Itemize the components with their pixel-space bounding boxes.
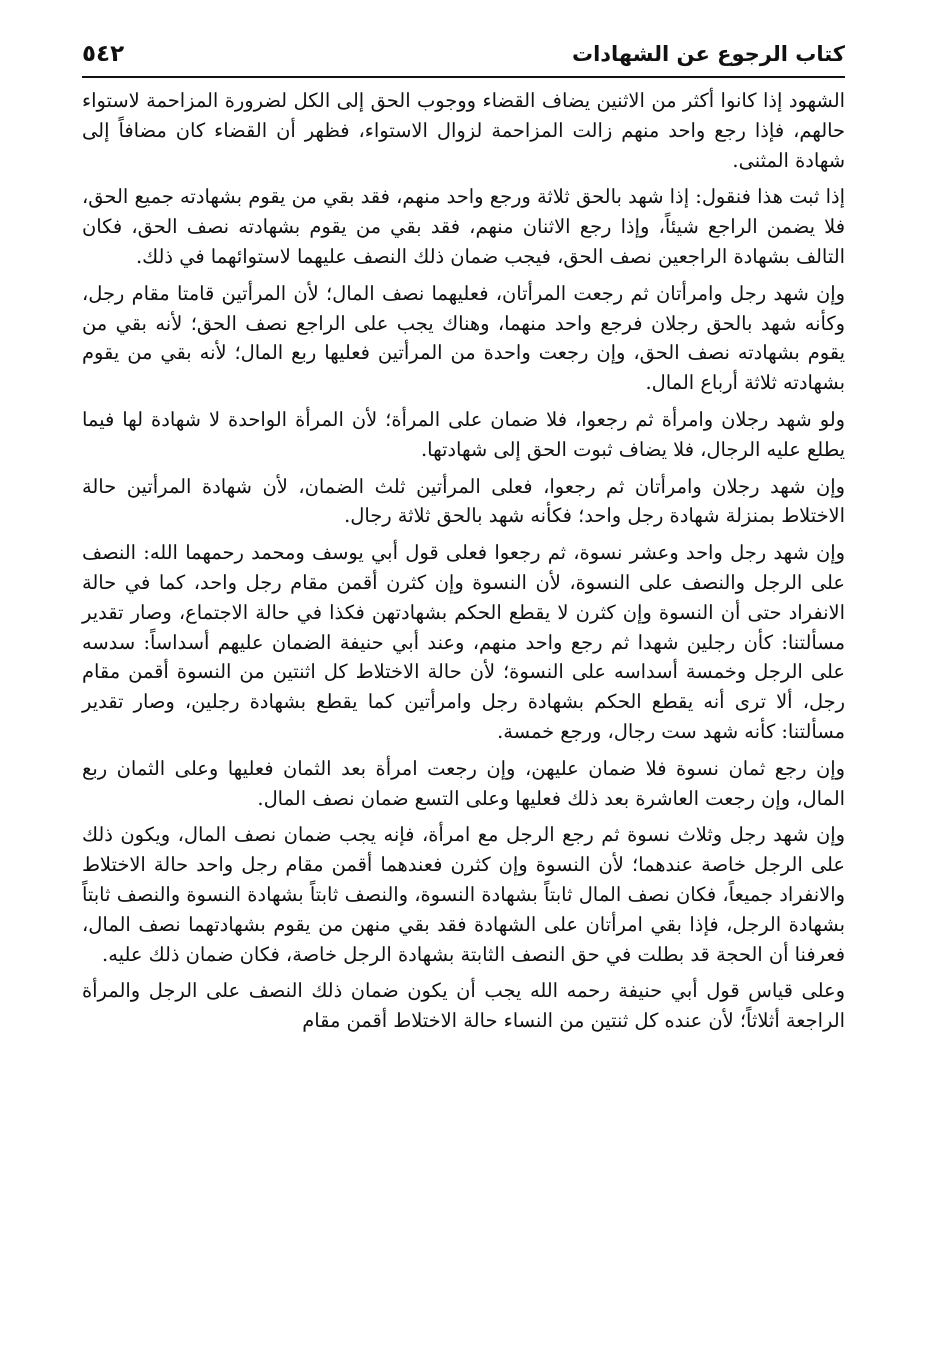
paragraph: وعلى قياس قول أبي حنيفة رحمه الله يجب أن يكون ضمان ذلك النصف على الرجل والمرأة الراجعة أثلاثاً؛ لأن عنده كل ثنتين من النساء حالة الاختلاط أقمن مقام <box>82 979 845 1033</box>
paragraph: ولو شهد رجلان وامرأة ثم رجعوا، فلا ضمان على المرأة؛ لأن المرأة الواحدة لا شهادة لها فيما يطلع عليه الرجال، فلا يضاف ثبوت الحق إلى شهادتها. <box>82 407 845 461</box>
paragraph: وإن شهد رجل واحد وعشر نسوة، ثم رجعوا فعلى قول أبي يوسف ومحمد رحمهما الله: النصف على الرجل والنصف على النسوة، لأن النسوة وإن كثرن أقمن مقام رجل واحد، كما في حالة الانفراد حتى أن النسوة وإن كثرن لا يقطع الحكم بشهادتهن فكذا في حالة الاجتماع، وصار تقدير مسألتنا: كأن رجلين شهدا ثم رجع واحد منهم، وعند أبي حنيفة الضمان عليهم أسداساً: سدسه على الرجل وخمسة أسداسه على النسوة؛ لأن حالة الاختلاط كل اثنتين من النسوة أقمن مقام رجل، ألا ترى أنه يقطع الحكم بشهادة رجل وامرأتين كما يقطع بشهادة رجلين، وصار تقدير مسألتنا: كأنه شهد ست رجال، ورجع خمسة. <box>82 541 845 743</box>
page-header <box>82 32 845 78</box>
body-text <box>82 86 845 1036</box>
page-number: ٥٤٢ <box>82 41 125 67</box>
paragraph: وإن رجع ثمان نسوة فلا ضمان عليهن، وإن رجعت امرأة بعد الثمان فعليها وعلى الثمان ربع المال، وإن رجعت العاشرة بعد ذلك فعليها وعلى التسع ضمان نصف المال. <box>82 756 845 810</box>
paragraph: وإن شهد رجلان وامرأتان ثم رجعوا، فعلى المرأتين ثلث الضمان، لأن شهادة المرأتين حالة الاختلاط بمنزلة شهادة رجل واحد؛ فكأنه شهد بالحق ثلاثة رجال. <box>82 474 845 528</box>
running-title: كتاب الرجوع عن الشهادات <box>571 42 845 66</box>
paragraph: وإن شهد رجل وثلاث نسوة ثم رجع الرجل مع امرأة، فإنه يجب ضمان نصف المال، ويكون ذلك على الرجل خاصة عندهما؛ لأن النسوة وإن كثرن فعندهما أقمن مقام رجل واحد حالة الاختلاط والانفراد جميعاً، فكان نصف المال ثابتاً بشهادة النسوة، والنصف ثابتاً بشهادة النسوة والنصف ثابتاً بشهادة الرجل، فإذا بقي امرأتان على الشهادة فقد بقي منهن من يقوم بشهادتهما نصف المال، فعرفنا أن الحجة قد بطلت في حق النصف الثابتة بشهادة الرجل خاصة، فكان ضمان ذلك عليه. <box>82 823 845 966</box>
paragraph: وإن شهد رجل وامرأتان ثم رجعت المرأتان، فعليهما نصف المال؛ لأن المرأتين قامتا مقام رجل، وكأنه شهد بالحق رجلان فرجع واحد منهما، وهناك يجب على الراجع نصف الحق؛ لأنه بقي من يقوم بشهادته نصف الحق، وإن رجعت واحدة من المرأتين فعليها ربع المال؛ لأنه بقي من يقوم بشهادته ثلاثة أرباع المال. <box>82 281 845 395</box>
paragraph: إذا ثبت هذا فنقول: إذا شهد بالحق ثلاثة ورجع واحد منهم، فقد بقي من يقوم بشهادته جميع الحق، فلا يضمن الراجع شيئاً، وإذا رجع الاثنان منهم، فقد بقي من يقوم بشهادته نصف الحق، فكان التالف بشهادة الراجعين نصف الحق، فيجب ضمان ذلك النصف عليهما لاستوائهما في ذلك. <box>82 185 845 268</box>
paragraph: الشهود إذا كانوا أكثر من الاثنين يضاف القضاء ووجوب الحق إلى الكل لضرورة المزاحمة لاستواء حالهم، فإذا رجع واحد منهم زالت المزاحمة لزوال الاستواء، فظهر أن القضاء كان مضافاً إلى شهادة المثنى. <box>82 89 845 172</box>
book-page <box>82 32 845 1366</box>
